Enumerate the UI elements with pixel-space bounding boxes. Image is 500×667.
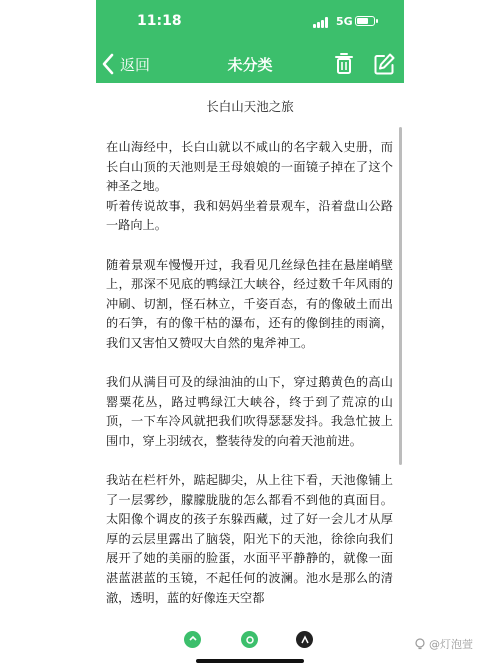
nav-bar [96,48,404,80]
bulb-icon [414,638,426,650]
signal-icon [313,17,331,28]
app-header [96,0,404,83]
note-paragraph: 随着景观车慢慢开过，我看见几丝绿色挂在悬崖峭壁上，那深不见底的鸭绿江大峡谷，经过数千年风雨的冲刷、切割，怪石林立，千姿百态，有的像破土而出的石笋，有的像干枯的瀑布，还有的像倒挂的雨滴，我们又害怕又赞叹大自然的鬼斧神工。 [106,257,393,350]
note-paragraph: 在山海经中，长白山就以不咸山的名字载入史册，而长白山顶的天池则是王母娘娘的一面镜子掉在了这个神圣之地。 听着传说故事，我和妈妈坐着景观车，沿着盘山公路一路向上。 [106,140,393,233]
toolbar-button-1[interactable] [184,631,201,648]
status-time: 11:18 [137,13,182,29]
trash-icon [332,51,356,77]
floating-toolbar [96,628,404,652]
delete-button[interactable] [332,51,356,77]
note-title: 长白山天池之旅 [206,99,294,114]
note-paragraph: 我们从满目可及的绿油油的山下，穿过鹅黄色的高山罂粟花丛，路过鸭绿江大峡谷，终于到了荒凉的山顶，一下车冷风就把我们吹得瑟瑟发抖。我急忙披上围巾，穿上羽绒衣，整装待发的向着天池前进。 [106,375,393,448]
edit-icon [372,51,396,77]
toolbar-button-2[interactable] [241,631,258,648]
home-indicator[interactable] [196,659,304,663]
scrollbar[interactable] [399,127,402,465]
back-label: 返回 [120,55,151,74]
undo-icon [188,635,198,645]
status-bar [96,0,404,40]
phone-screen [96,0,404,667]
toolbar-button-3[interactable] [296,631,313,648]
battery-icon [355,16,375,26]
edit-button[interactable] [372,51,396,77]
text-icon [300,635,310,645]
page-title: 未分类 [227,56,273,74]
note-content[interactable] [96,83,404,667]
note-paragraph: 我站在栏杆外，踮起脚尖，从上往下看，天池像铺上了一层雾纱，朦朦胧胧的怎么都看不到他的真面目。太阳像个调皮的孩子东躲西藏，过了好一会儿才从厚厚的云层里露出了脑袋，阳光下的天池，徐徐向我们展开了她的美丽的脸蛋，水面平平静静的，就像一面湛蓝湛蓝的玉镜，不起任何的波澜。池水是那么的清澈，透明，蓝的好像连天空都 [106,473,393,605]
network-type: 5G [336,15,353,28]
note-body[interactable] [106,138,393,628]
watermark-text: @灯泡萱 [429,638,473,651]
watermark [414,636,473,652]
refresh-icon [245,635,255,645]
